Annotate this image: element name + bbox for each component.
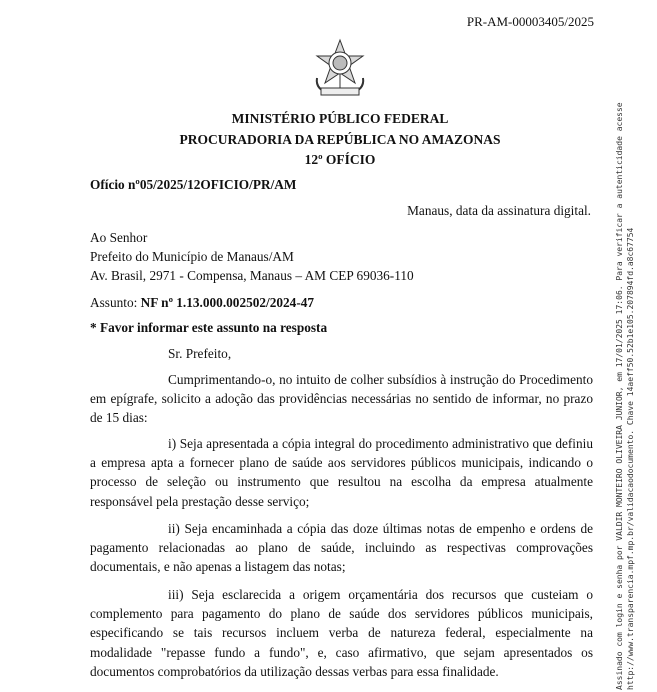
header-institution: MINISTÉRIO PÚBLICO FEDERAL bbox=[231, 111, 449, 126]
coat-of-arms-emblem bbox=[311, 38, 369, 98]
greeting: Sr. Prefeito, bbox=[168, 346, 232, 361]
signature-stamp-line-2[interactable]: http://www.transparencia.mpf.mp.br/validacaodocumento. Chave 14aeff50.52b1e105.207894fd.a8c67754 bbox=[626, 227, 635, 690]
body-item-1: i) Seja apresentada a cópia integral do procedimento administrativo que definiu a empresa apta a fornecer plano de saúde aos servidores públicos municipais, indicando o processo de seleção ou instrumento que resultou na escolha da empresa atualmente responsável pela prestação desse serviço; bbox=[90, 436, 593, 509]
subject-label: Assunto: bbox=[90, 295, 138, 310]
subject-line bbox=[90, 295, 314, 311]
signature-stamp-line-1: Assinado com login e senha por VALDIR MONTEIRO OLIVEIRA JUNIOR, em 17/01/2025 17:06. Para verificar a autenticidade acesse bbox=[615, 102, 624, 690]
recipient-address: Av. Brasil, 2971 - Compensa, Manaus – AM CEP 69036-110 bbox=[90, 268, 414, 283]
recipient-title: Prefeito do Município de Manaus/AM bbox=[90, 249, 294, 264]
subject-value: NF nº 1.13.000.002502/2024-47 bbox=[140, 295, 315, 310]
document-id: PR-AM-00003405/2025 bbox=[466, 14, 594, 29]
body-item-2: ii) Seja encaminhada a cópia das doze últimas notas de empenho e ordens de pagamento relacionadas ao plano de saúde, incluindo as respectivas comprovações documentais, e não apenas a listagem das notas; bbox=[90, 521, 593, 575]
place-date: Manaus, data da assinatura digital. bbox=[407, 203, 591, 218]
oficio-number: Ofício nº05/2025/12OFICIO/PR/AM bbox=[90, 177, 297, 192]
reply-note: * Favor informar este assunto na resposta bbox=[90, 320, 328, 335]
recipient-salutation: Ao Senhor bbox=[90, 230, 148, 245]
body-intro: Cumprimentando-o, no intuito de colher subsídios à instrução do Procedimento em epígrafe, solicito a adoção das providências necessárias no sentido de informar, no prazo de 15 dias: bbox=[90, 372, 593, 426]
signature-stamp bbox=[614, 102, 636, 690]
header-unit: 12º OFÍCIO bbox=[304, 152, 376, 167]
header-office: PROCURADORIA DA REPÚBLICA NO AMAZONAS bbox=[179, 132, 501, 147]
body-item-3: iii) Seja esclarecida a origem orçamentária dos recursos que custeiam o complemento para pagamento do plano de saúde dos servidores públicos municipais, especificando se tais recursos incluem verba de natureza federal, especialmente na modalidade "repasse fundo a fundo", e, caso afirmativo, que sejam apresentados os documentos comprobatórios da utilização dessas verbas para essa finalidade. bbox=[90, 587, 593, 679]
